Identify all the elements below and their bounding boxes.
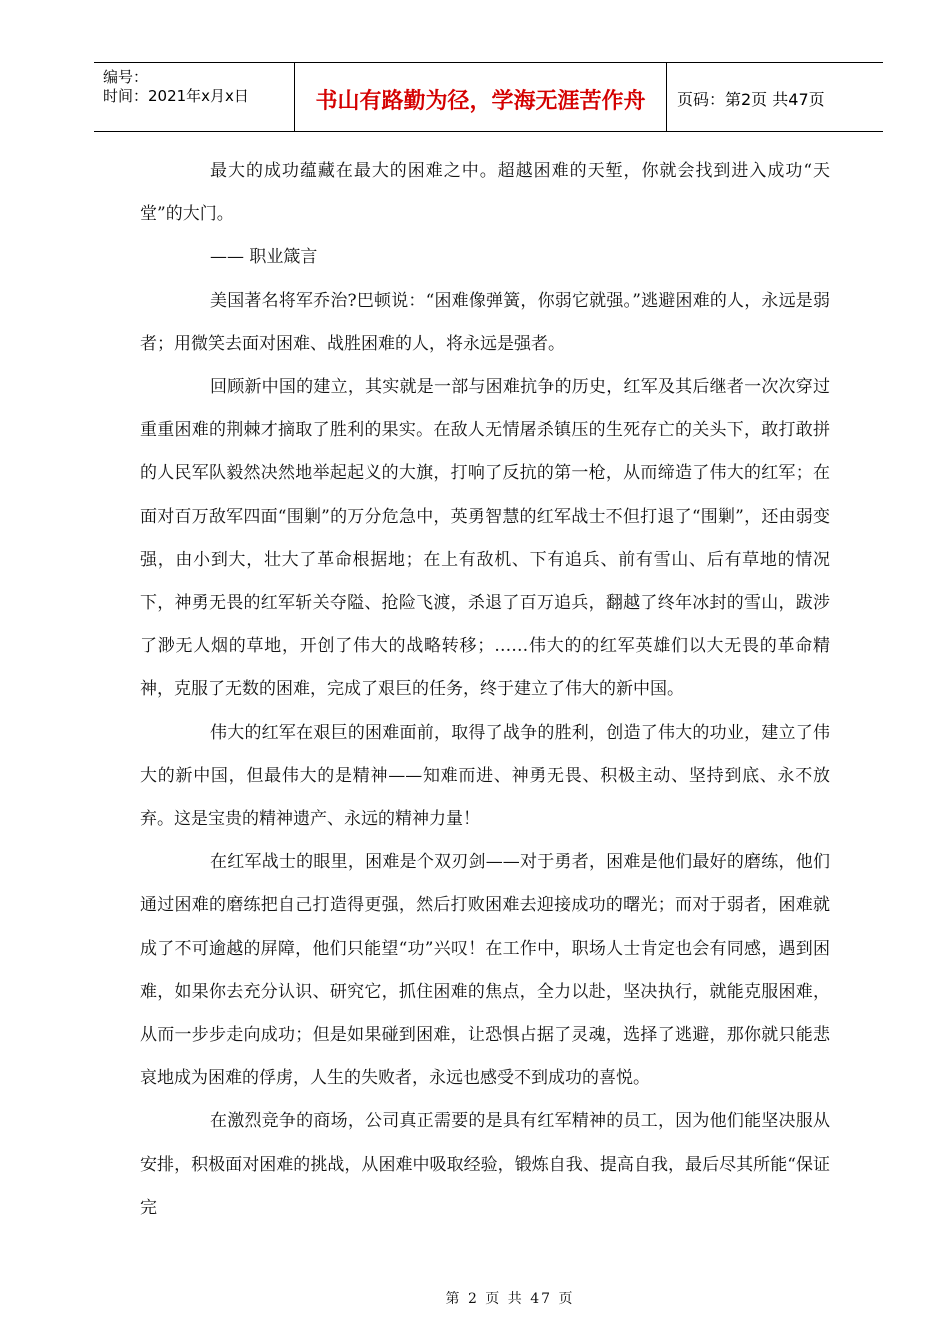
header-page-info: 页码：第2页 共47页 <box>677 90 825 109</box>
document-number-label: 编号： <box>103 68 149 86</box>
quote-attribution: —— 职业箴言 <box>210 247 318 268</box>
paragraph: 在红军战士的眼里，困难是个双刃剑——对于勇者，困难是他们最好的磨练，他们通过困难的磨练把自己打造得更强，然后打败困难去迎接成功的曙光；而对于弱者，困难就成了不可逾越的屏障，他们只能望“功”兴叹！在工作中，职场人士肯定也会有同感，遇到困难，如果你去充分认识、研究它，抓住困难的焦点，全力以赴，坚决执行，就能克服困难，从而一步步走向成功；但是如果碰到困难，让恐惧占据了灵魂，选择了逃避，那你就只能悲哀地成为困难的俘虏，人生的失败者，永远也感受不到成功的喜悦。 <box>140 852 830 1089</box>
paragraph: 最大的成功蕴藏在最大的困难之中。超越困难的天堑，你就会找到进入成功“天堂”的大门。 <box>140 161 830 225</box>
header-motto-cell <box>295 63 667 131</box>
paragraph: 美国著名将军乔治?巴顿说：“困难像弹簧，你弱它就强。”逃避困难的人，永远是弱者；用微笑去面对困难、战胜困难的人，将永远是强者。 <box>140 290 830 354</box>
page-header <box>94 62 883 132</box>
header-meta-cell <box>94 63 295 131</box>
paragraph: 在激烈竞争的商场，公司真正需要的是具有红军精神的员工，因为他们能坚决服从安排，积极面对困难的挑战，从困难中吸取经验，锻炼自我、提高自我，最后尽其所能“保证完 <box>140 1111 830 1218</box>
document-time-label: 时间：2021年x月x日 <box>103 87 249 105</box>
header-motto: 书山有路勤为径，学海无涯苦作舟 <box>315 89 646 114</box>
page-footer: 第 2 页 共 47 页 <box>445 1291 575 1307</box>
header-page-cell <box>667 63 883 131</box>
document-body <box>140 150 830 1230</box>
paragraph: 伟大的红军在艰巨的困难面前，取得了战争的胜利，创造了伟大的功业，建立了伟大的新中国，但最伟大的是精神——知难而进、神勇无畏、积极主动、坚持到底、永不放弃。这是宝贵的精神遗产、永远的精神力量！ <box>140 722 830 830</box>
paragraph: 回顾新中国的建立，其实就是一部与困难抗争的历史，红军及其后继者一次次穿过重重困难的荆棘才摘取了胜利的果实。在敌人无情屠杀镇压的生死存亡的关头下，敢打敢拼的人民军队毅然决然地举起起义的大旗，打响了反抗的第一枪，从而缔造了伟大的红军；在面对百万敌军四面“围剿”的万分危急中，英勇智慧的红军战士不但打退了“围剿”，还由弱变强，由小到大，壮大了革命根据地；在上有敌机、下有追兵、前有雪山、后有草地的情况下，神勇无畏的红军斩关夺隘、抢险飞渡，杀退了百万追兵，翻越了终年冰封的雪山，跋涉了渺无人烟的草地，开创了伟大的战略转移；……伟大的的红军英雄们以大无畏的革命精神，克服了无数的困难，完成了艰巨的任务，终于建立了伟大的新中国。 <box>140 377 830 700</box>
